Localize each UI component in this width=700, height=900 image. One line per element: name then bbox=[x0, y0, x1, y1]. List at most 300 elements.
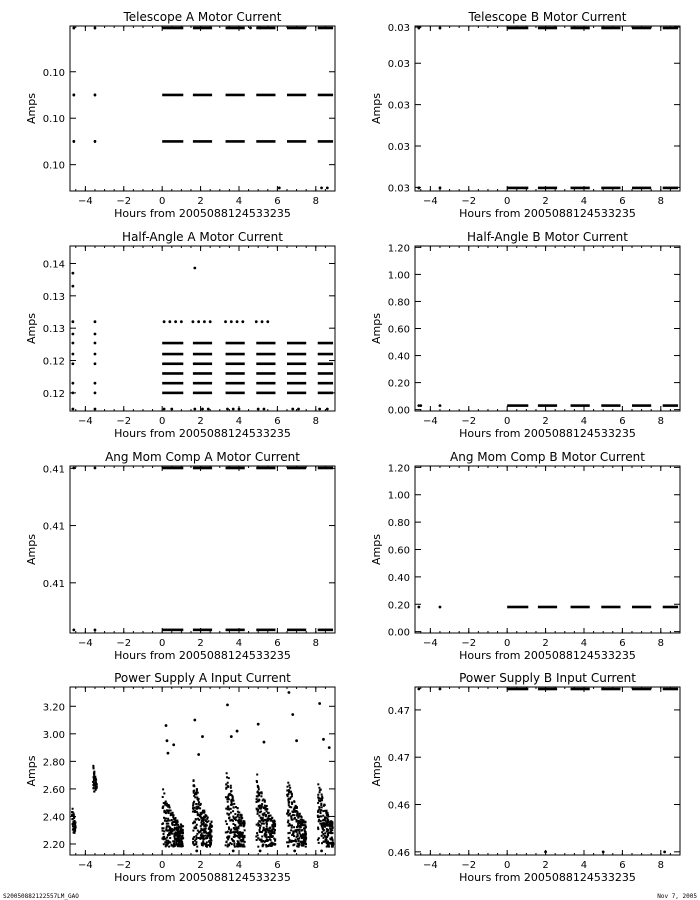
data-point bbox=[233, 827, 235, 829]
data-point bbox=[267, 818, 269, 820]
y-tick-label: 0.13 bbox=[42, 291, 65, 303]
data-point bbox=[286, 813, 288, 815]
data-point bbox=[193, 836, 195, 838]
data-point bbox=[226, 772, 228, 774]
data-segment bbox=[226, 27, 245, 30]
data-point bbox=[230, 829, 232, 831]
data-point bbox=[71, 272, 74, 275]
data-point bbox=[270, 835, 272, 837]
data-point bbox=[305, 821, 307, 823]
data-point bbox=[200, 822, 202, 824]
data-point bbox=[72, 808, 74, 810]
data-segment bbox=[162, 362, 183, 365]
data-point bbox=[319, 800, 321, 802]
data-point bbox=[210, 826, 212, 828]
data-segment bbox=[193, 467, 212, 470]
data-point bbox=[268, 829, 270, 831]
x-axis-label: Hours from 2005088124533235 bbox=[459, 427, 636, 440]
data-point bbox=[225, 787, 227, 789]
y-axis-label: Amps bbox=[370, 755, 383, 787]
chart-panel-6 bbox=[370, 450, 680, 662]
data-point bbox=[166, 827, 168, 829]
data-point bbox=[320, 789, 322, 791]
data-point bbox=[196, 846, 198, 848]
data-segment bbox=[318, 382, 333, 385]
data-point bbox=[203, 320, 206, 323]
data-point bbox=[231, 819, 233, 821]
data-point bbox=[602, 850, 605, 853]
data-point bbox=[302, 844, 304, 846]
data-point bbox=[197, 792, 199, 794]
data-point bbox=[260, 840, 262, 842]
data-point bbox=[169, 834, 171, 836]
data-segment bbox=[287, 629, 306, 632]
data-point bbox=[176, 840, 178, 842]
data-point bbox=[329, 823, 331, 825]
data-point bbox=[291, 824, 293, 826]
y-tick-label: 1.00 bbox=[387, 490, 410, 502]
data-point bbox=[201, 829, 203, 831]
data-point bbox=[259, 27, 262, 30]
data-point bbox=[238, 811, 240, 813]
data-point bbox=[300, 815, 302, 817]
data-point bbox=[321, 798, 323, 800]
data-point bbox=[269, 843, 271, 845]
data-point bbox=[93, 785, 95, 787]
y-tick-label: 0.80 bbox=[387, 297, 410, 309]
data-point bbox=[322, 837, 324, 839]
data-point bbox=[291, 840, 293, 842]
data-point bbox=[273, 832, 275, 834]
data-point bbox=[162, 805, 164, 807]
data-point bbox=[257, 408, 260, 411]
data-segment bbox=[226, 629, 245, 632]
plot-frame bbox=[70, 26, 335, 191]
data-point bbox=[328, 746, 331, 749]
data-point bbox=[305, 836, 307, 838]
data-point bbox=[263, 823, 265, 825]
x-tick-label: 0 bbox=[503, 638, 511, 649]
data-point bbox=[205, 832, 207, 834]
data-point bbox=[289, 840, 291, 842]
data-point bbox=[174, 320, 177, 323]
data-point bbox=[257, 811, 259, 813]
data-point bbox=[302, 824, 304, 826]
data-point bbox=[259, 827, 261, 829]
data-point bbox=[327, 829, 329, 831]
data-point bbox=[232, 839, 234, 841]
data-point bbox=[236, 835, 238, 837]
data-point bbox=[269, 827, 271, 829]
data-point bbox=[230, 790, 232, 792]
data-segment bbox=[162, 392, 183, 395]
y-tick-label: 2.80 bbox=[42, 757, 65, 769]
data-point bbox=[72, 27, 75, 30]
y-tick-label: 0.12 bbox=[42, 356, 65, 368]
x-tick-label: −4 bbox=[77, 638, 93, 649]
data-point bbox=[227, 836, 229, 838]
data-point bbox=[266, 845, 268, 847]
chart-title: Telescope B Motor Current bbox=[468, 10, 627, 24]
y-tick-label: 0.40 bbox=[387, 351, 410, 363]
data-point bbox=[94, 94, 97, 97]
data-point bbox=[266, 826, 268, 828]
data-point bbox=[288, 823, 290, 825]
data-point bbox=[264, 834, 266, 836]
data-point bbox=[196, 790, 198, 792]
data-segment bbox=[226, 372, 245, 375]
data-segment bbox=[287, 353, 306, 356]
data-point bbox=[331, 827, 333, 829]
data-point bbox=[173, 842, 175, 844]
data-point bbox=[257, 837, 259, 839]
data-point bbox=[177, 830, 179, 832]
data-point bbox=[290, 806, 292, 808]
data-point bbox=[167, 806, 169, 808]
data-point bbox=[179, 845, 181, 847]
data-point bbox=[232, 823, 234, 825]
data-point bbox=[71, 333, 74, 336]
data-segment bbox=[507, 27, 528, 30]
data-point bbox=[194, 843, 196, 845]
data-point bbox=[167, 834, 169, 836]
y-tick-label: 0.46 bbox=[387, 800, 410, 812]
data-point bbox=[258, 805, 260, 807]
data-point bbox=[326, 846, 328, 848]
data-point bbox=[257, 822, 259, 824]
data-point bbox=[243, 824, 245, 826]
x-tick-label: 0 bbox=[158, 416, 166, 427]
data-point bbox=[200, 813, 202, 815]
x-tick-label: −4 bbox=[77, 860, 93, 871]
data-point bbox=[287, 790, 289, 792]
data-point bbox=[198, 819, 200, 821]
data-segment bbox=[571, 606, 590, 609]
data-point bbox=[176, 823, 178, 825]
data-point bbox=[225, 796, 227, 798]
data-point bbox=[305, 832, 307, 834]
data-point bbox=[286, 794, 288, 796]
x-tick-label: −4 bbox=[422, 416, 438, 427]
data-segment bbox=[318, 342, 333, 345]
data-point bbox=[94, 628, 97, 631]
data-segment bbox=[256, 94, 275, 97]
data-segment bbox=[226, 467, 245, 470]
x-tick-label: 2 bbox=[542, 638, 549, 649]
data-point bbox=[329, 842, 331, 844]
data-point bbox=[272, 827, 274, 829]
data-point bbox=[327, 812, 329, 814]
data-point bbox=[71, 814, 73, 816]
data-point bbox=[318, 702, 321, 705]
data-point bbox=[238, 821, 240, 823]
data-point bbox=[207, 844, 209, 846]
data-point bbox=[240, 814, 242, 816]
data-point bbox=[238, 816, 240, 818]
data-point bbox=[227, 846, 229, 848]
x-tick-label: 4 bbox=[235, 416, 243, 427]
data-points bbox=[71, 691, 334, 852]
x-axis bbox=[421, 466, 680, 649]
data-point bbox=[242, 837, 244, 839]
x-tick-label: 2 bbox=[197, 196, 204, 207]
data-point bbox=[164, 841, 166, 843]
data-point bbox=[234, 813, 236, 815]
data-point bbox=[331, 846, 333, 848]
data-point bbox=[163, 843, 165, 845]
data-point bbox=[226, 408, 229, 411]
y-tick-label: 0.03 bbox=[387, 59, 410, 71]
data-point bbox=[287, 782, 289, 784]
data-point bbox=[257, 809, 259, 811]
data-point bbox=[321, 796, 323, 798]
data-point bbox=[71, 353, 74, 356]
data-segment bbox=[632, 688, 651, 691]
data-point bbox=[95, 782, 97, 784]
x-axis bbox=[421, 246, 680, 427]
y-tick-label: 0.41 bbox=[42, 464, 65, 476]
data-segment bbox=[162, 382, 183, 385]
data-point bbox=[94, 408, 97, 411]
data-point bbox=[94, 320, 97, 323]
data-point bbox=[326, 408, 329, 411]
y-tick-label: 0.10 bbox=[42, 160, 65, 172]
data-segment bbox=[318, 629, 333, 632]
data-point bbox=[228, 777, 230, 779]
data-point bbox=[232, 408, 235, 411]
data-point bbox=[168, 846, 170, 848]
data-point bbox=[291, 713, 294, 716]
data-point bbox=[173, 821, 175, 823]
data-point bbox=[270, 818, 272, 820]
data-point bbox=[256, 808, 258, 810]
data-segment bbox=[256, 140, 275, 143]
data-point bbox=[226, 776, 228, 778]
data-point bbox=[168, 320, 171, 323]
data-point bbox=[266, 810, 268, 812]
data-point bbox=[417, 186, 420, 189]
data-point bbox=[197, 798, 199, 800]
data-point bbox=[178, 826, 180, 828]
data-segment bbox=[256, 362, 275, 365]
data-point bbox=[319, 811, 321, 813]
data-point bbox=[72, 94, 75, 97]
data-point bbox=[228, 798, 230, 800]
data-point bbox=[94, 362, 97, 365]
data-segment bbox=[318, 94, 333, 97]
data-point bbox=[94, 776, 96, 778]
y-axis bbox=[388, 463, 680, 638]
data-point bbox=[293, 826, 295, 828]
data-point bbox=[224, 320, 227, 323]
data-point bbox=[182, 832, 184, 834]
data-point bbox=[166, 842, 168, 844]
data-point bbox=[269, 838, 271, 840]
data-point bbox=[226, 823, 228, 825]
data-point bbox=[256, 795, 258, 797]
data-point bbox=[326, 821, 328, 823]
data-point bbox=[173, 814, 175, 816]
data-segment bbox=[287, 342, 306, 345]
data-point bbox=[258, 815, 260, 817]
data-point bbox=[417, 27, 420, 30]
y-axis bbox=[388, 243, 680, 416]
data-point bbox=[196, 824, 198, 826]
data-point bbox=[165, 829, 167, 831]
data-point bbox=[176, 826, 178, 828]
x-tick-label: −2 bbox=[461, 196, 477, 207]
data-segment bbox=[632, 606, 651, 609]
data-point bbox=[301, 829, 303, 831]
data-segment bbox=[162, 629, 183, 632]
data-point bbox=[237, 820, 239, 822]
data-point bbox=[94, 353, 97, 356]
y-tick-label: 0.03 bbox=[387, 142, 410, 154]
data-point bbox=[168, 841, 170, 843]
data-point bbox=[234, 825, 236, 827]
data-segment bbox=[318, 353, 333, 356]
chart-panel-2 bbox=[370, 10, 680, 220]
data-point bbox=[193, 408, 196, 411]
data-point bbox=[229, 842, 231, 844]
data-segment bbox=[318, 392, 333, 395]
data-point bbox=[199, 831, 201, 833]
data-point bbox=[180, 829, 182, 831]
data-point bbox=[197, 814, 199, 816]
data-point bbox=[227, 806, 229, 808]
data-point bbox=[161, 823, 163, 825]
chart-panel-7 bbox=[25, 671, 335, 884]
x-tick-label: −2 bbox=[116, 196, 132, 207]
data-segment bbox=[193, 27, 212, 30]
data-segment bbox=[663, 688, 678, 691]
x-tick-label: 8 bbox=[312, 416, 319, 427]
data-point bbox=[92, 766, 94, 768]
data-point bbox=[258, 788, 260, 790]
data-point bbox=[195, 838, 197, 840]
data-point bbox=[162, 830, 164, 832]
data-point bbox=[296, 831, 298, 833]
data-point bbox=[243, 820, 245, 822]
data-point bbox=[237, 807, 239, 809]
data-point bbox=[288, 810, 290, 812]
data-point bbox=[257, 846, 259, 848]
data-point bbox=[291, 408, 294, 411]
data-point bbox=[318, 797, 320, 799]
data-point bbox=[73, 832, 75, 834]
data-point bbox=[163, 838, 165, 840]
data-point bbox=[244, 841, 246, 843]
data-point bbox=[200, 836, 202, 838]
data-point bbox=[166, 820, 168, 822]
data-point bbox=[196, 833, 198, 835]
y-tick-label: 3.00 bbox=[42, 729, 65, 741]
x-tick-label: 0 bbox=[503, 416, 511, 427]
data-point bbox=[197, 320, 200, 323]
y-tick-label: 1.20 bbox=[387, 463, 410, 475]
data-point bbox=[327, 819, 329, 821]
data-point bbox=[296, 815, 298, 817]
data-point bbox=[175, 838, 177, 840]
y-tick-label: 1.00 bbox=[387, 270, 410, 282]
data-point bbox=[322, 810, 324, 812]
data-segment bbox=[663, 404, 678, 407]
y-axis bbox=[43, 68, 335, 172]
data-point bbox=[291, 801, 293, 803]
x-tick-label: 4 bbox=[235, 196, 243, 207]
data-point bbox=[194, 820, 196, 822]
data-point bbox=[193, 792, 195, 794]
data-point bbox=[243, 844, 245, 846]
x-tick-label: 8 bbox=[657, 860, 664, 871]
data-point bbox=[305, 846, 307, 848]
chart-title: Power Supply B Input Current bbox=[459, 671, 636, 685]
data-segment bbox=[193, 382, 212, 385]
data-point bbox=[178, 836, 180, 838]
data-segment bbox=[538, 688, 557, 691]
data-point bbox=[226, 704, 229, 707]
data-point bbox=[291, 827, 293, 829]
data-point bbox=[94, 27, 97, 30]
data-point bbox=[237, 842, 239, 844]
data-point bbox=[293, 835, 295, 837]
y-tick-label: 2.20 bbox=[42, 839, 65, 851]
data-point bbox=[274, 825, 276, 827]
data-point bbox=[232, 849, 235, 852]
data-point bbox=[239, 833, 241, 835]
data-point bbox=[195, 849, 198, 852]
y-axis bbox=[388, 706, 680, 859]
data-point bbox=[204, 817, 206, 819]
data-point bbox=[260, 811, 262, 813]
data-point bbox=[298, 843, 300, 845]
data-point bbox=[203, 823, 205, 825]
data-point bbox=[198, 807, 200, 809]
x-tick-label: 6 bbox=[619, 196, 626, 207]
x-axis-label: Hours from 2005088124533235 bbox=[114, 427, 291, 440]
data-point bbox=[194, 796, 196, 798]
x-tick-label: 0 bbox=[158, 638, 166, 649]
data-point bbox=[302, 820, 304, 822]
data-point bbox=[73, 826, 75, 828]
data-point bbox=[326, 186, 329, 189]
data-point bbox=[74, 823, 76, 825]
data-segment bbox=[256, 372, 275, 375]
y-axis-label: Amps bbox=[370, 93, 383, 124]
x-tick-label: 2 bbox=[197, 860, 204, 871]
data-point bbox=[325, 824, 327, 826]
data-point bbox=[327, 816, 329, 818]
data-point bbox=[295, 807, 297, 809]
data-point bbox=[196, 811, 198, 813]
data-point bbox=[163, 817, 165, 819]
data-segment bbox=[538, 404, 557, 407]
data-point bbox=[317, 828, 319, 830]
data-point bbox=[181, 835, 183, 837]
data-point bbox=[268, 831, 270, 833]
data-point bbox=[317, 802, 319, 804]
data-points bbox=[417, 27, 678, 190]
data-segment bbox=[287, 392, 306, 395]
data-point bbox=[203, 822, 205, 824]
data-point bbox=[267, 812, 269, 814]
data-segment bbox=[162, 372, 183, 375]
chart-title: Telescope A Motor Current bbox=[123, 10, 282, 24]
data-point bbox=[177, 829, 179, 831]
data-point bbox=[257, 800, 259, 802]
x-tick-label: 8 bbox=[657, 638, 664, 649]
data-point bbox=[166, 844, 168, 846]
